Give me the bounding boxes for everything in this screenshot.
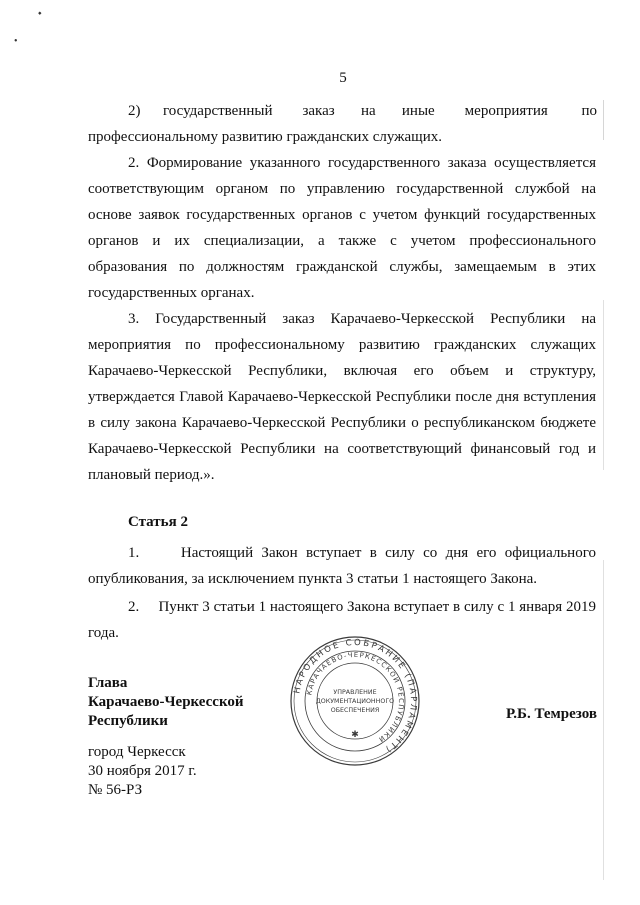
- margin-scan-line: [603, 560, 604, 880]
- paragraph-3: [88, 306, 596, 488]
- law-number-label: № 56-РЗ: [88, 782, 143, 798]
- signature-title-line3: Республики: [88, 713, 168, 729]
- date-label: 30 ноября 2017 г.: [88, 763, 197, 779]
- seal-center-line1: УПРАВЛЕНИЕ: [333, 689, 377, 696]
- seal-inner-text: КАРАЧАЕВО-ЧЕРКЕССКОЙ РЕСПУБЛИКИ: [305, 650, 406, 744]
- seal-center-line3: ОБЕСПЕЧЕНИЯ: [330, 707, 380, 714]
- signature-title-line2: Карачаево-Черкесской: [88, 694, 244, 710]
- seal-outer-text: НАРОДНОЕ СОБРАНИЕ (ПАРЛАМЕНТ): [292, 637, 419, 756]
- item-2-line1: 2) государственный заказ на иные мероприятия по: [128, 103, 598, 119]
- official-seal: [288, 634, 422, 768]
- signature-title: [88, 674, 244, 731]
- article-heading: Статья 2: [128, 514, 188, 530]
- paragraph-2-text: 2. Формирование указанного государственного заказа осуществляется соответствующим органом по управлению государственной службой на основе заявок государственных органов с учетом функций государственных органов и их специализации, а также с учетом профессионального образования по должностям гражданской службы, замещаемым в этих государственных органах.: [88, 155, 596, 301]
- scan-mark: ⬩: [38, 8, 42, 19]
- article-2-paragraph-1-text: 1. Настоящий Закон вступает в силу со дня его официального опубликования, за исключением пункта 3 статьи 1 настоящего Закона.: [88, 545, 596, 587]
- article-2-paragraph-1: [88, 540, 596, 592]
- seal-star-icon: ✱: [351, 730, 359, 740]
- page-number: 5: [339, 70, 347, 86]
- place-date-number: [88, 743, 197, 800]
- scan-mark: •: [14, 36, 18, 47]
- signer-name: Р.Б. Темрезов: [506, 706, 597, 722]
- margin-scan-line: [603, 100, 604, 140]
- seal-center-line2: ДОКУМЕНТАЦИОННОГО: [315, 698, 395, 705]
- city-label: город Черкесск: [88, 744, 186, 760]
- margin-scan-line: [603, 300, 604, 470]
- signature-title-line1: Глава: [88, 675, 128, 691]
- paragraph-3-text: 3. Государственный заказ Карачаево-Черкесской Республики на мероприятия по профессиональному развитию гражданских служащих Карачаево-Черкесской Республики, включая его объем и структуру, утверждается Главой Карачаево-Черкесской Республики после дня вступления в силу закона Карачаево-Черкесской Республики о республиканском бюджете Карачаево-Черкесской Республики на соответствующий финансовый год и плановый период.».: [88, 311, 596, 483]
- item-2: [88, 98, 596, 150]
- paragraph-2: [88, 150, 596, 306]
- article-2-paragraph-2-text: 2. Пункт 3 статьи 1 настоящего Закона вступает в силу с 1 января 2019 года.: [88, 599, 596, 641]
- item-2-line2: профессиональному развитию гражданских служащих.: [88, 129, 442, 145]
